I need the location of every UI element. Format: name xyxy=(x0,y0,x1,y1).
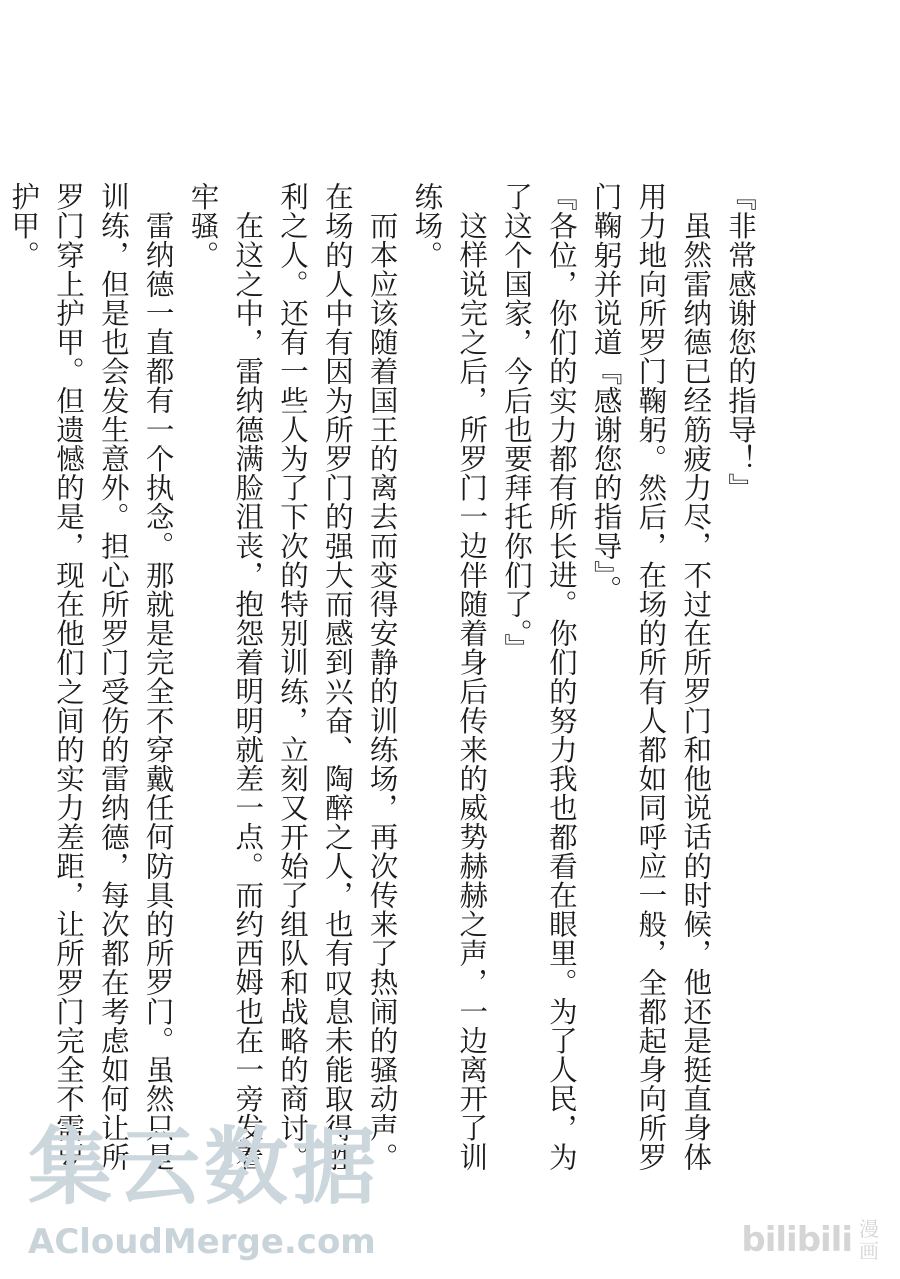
manga-logo-text: 漫画 xyxy=(859,1217,879,1263)
watermark-en-text: ACloudMerge.com xyxy=(28,1222,376,1262)
watermark-cn-text: 集云数据 xyxy=(28,1118,381,1216)
paragraph-7: 雷纳德一直都有一个执念。那就是完全不穿戴任何防具的所罗门。虽然只是训练，但是也会发生意外。担心所罗门受伤的雷纳德，每次都在考虑如何让所罗门穿上护甲。但遗憾的是，现在他们之间的实力差距，让所罗门完全不需要护甲。 xyxy=(7,182,175,1172)
acloudmerge-watermark xyxy=(28,1118,388,1265)
paragraph-3: 『各位，你们的实力都有所长进。你们的努力我也都看在眼里。为了人民，为了这个国家，今后也要拜托你们了。』 xyxy=(500,182,578,1172)
bilibili-logo-text: bilibili xyxy=(741,1220,852,1260)
paragraph-4: 这样说完之后，所罗门一边伴随着身后传来的威势赫赫之声，一边离开了训练场。 xyxy=(410,182,489,1171)
bilibili-manga-logo xyxy=(741,1212,880,1268)
paragraph-2: 虽然雷纳德已经筋疲力尽，不过在所罗门和他说话的时候，他还是挺直身体用力地向所罗门鞠躬。然后，在场的所有人都如同呼应一般，全都起身向所罗门鞠躬并说道『感谢您的指导』。 xyxy=(589,182,713,1172)
paragraph-1: 『非常感谢您的指导！』 xyxy=(724,182,757,503)
paragraph-5: 而本应该随着国王的离去而变得安静的训练场，再次传来了热闹的骚动声。在场的人中有因为所罗门的强大而感到兴奋、陶醉之人，也有叹息未能取得胜利之人。还有一些人为了下次的特别训练，立刻又开始了组队和战略的商讨。 xyxy=(276,182,399,1172)
paragraph-6: 在这之中，雷纳德满脸沮丧，抱怨着明明就差一点。而约西姆也在一旁发着牢骚。 xyxy=(186,182,265,1171)
novel-text xyxy=(0,182,762,1182)
